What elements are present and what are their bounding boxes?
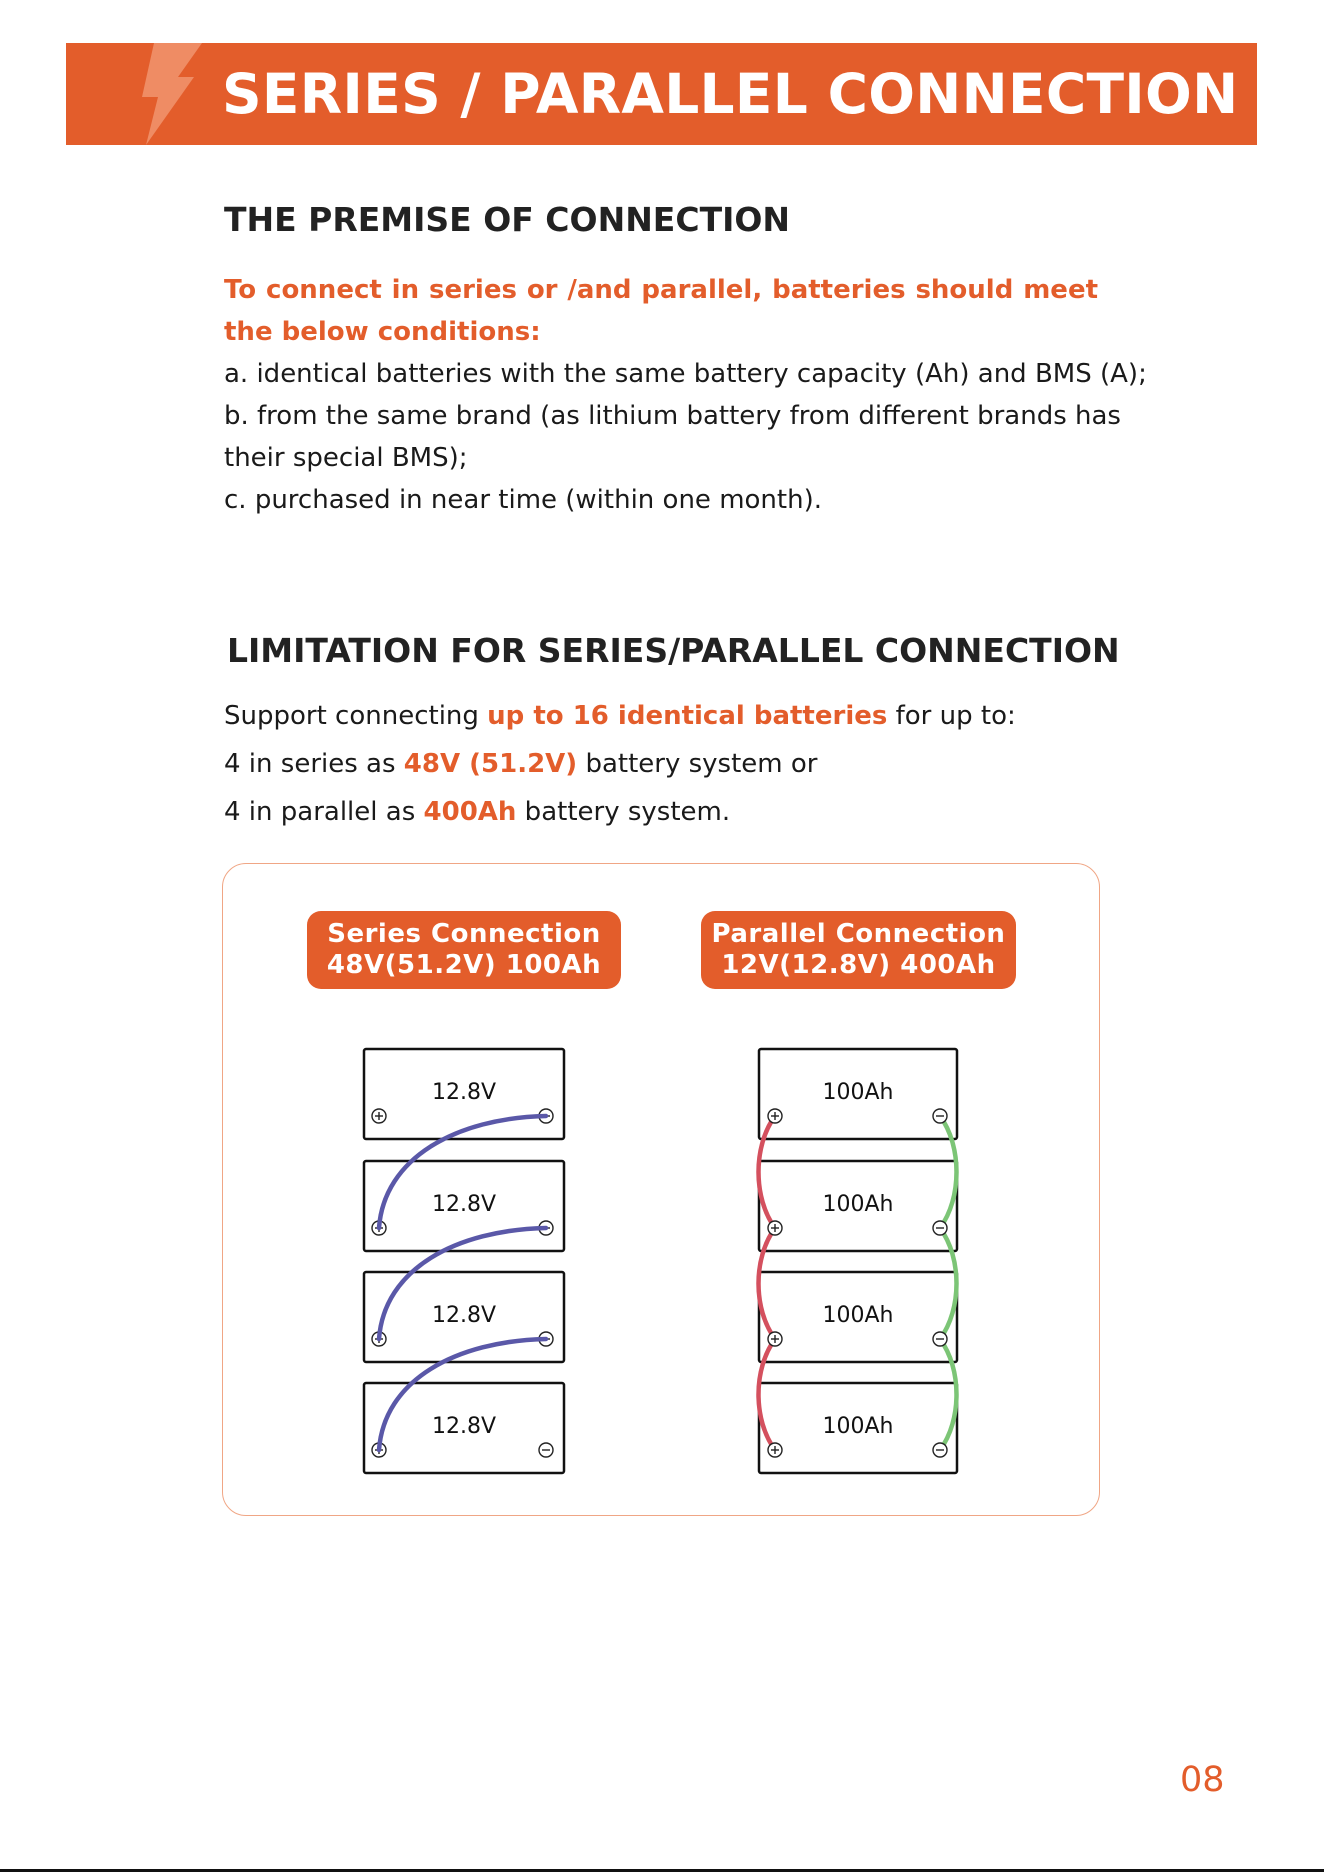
- premise-heading: THE PREMISE OF CONNECTION: [224, 200, 791, 239]
- battery-label: 100Ah: [822, 1192, 894, 1217]
- line-text: 4 in parallel as: [224, 797, 424, 827]
- series-title: Series Connection: [327, 919, 601, 949]
- condition-a: a. identical batteries with the same battery capacity (Ah) and BMS (A);: [224, 359, 1147, 389]
- condition-c: c. purchased in near time (within one month).: [224, 485, 822, 515]
- battery-label: 12.8V: [431, 1303, 497, 1328]
- parallel-spec: 12V(12.8V) 400Ah: [721, 950, 996, 980]
- line-text: Support connecting: [224, 701, 488, 731]
- limitation-heading: LIMITATION FOR SERIES/PARALLEL CONNECTION: [227, 631, 1120, 670]
- line-text: 4 in series as: [224, 749, 404, 779]
- battery-label: 100Ah: [822, 1414, 894, 1439]
- highlight-text: 400Ah: [423, 797, 517, 827]
- series-spec: 48V(51.2V) 100Ah: [326, 950, 602, 980]
- highlight-text: up to 16 identical batteries: [487, 701, 888, 731]
- battery-label: 100Ah: [822, 1303, 894, 1328]
- highlight-text: 48V (51.2V): [403, 749, 578, 779]
- battery-label: 12.8V: [431, 1192, 497, 1217]
- line-text: battery system.: [516, 797, 731, 827]
- line-text: for up to:: [887, 701, 1016, 731]
- page-number: 08: [1180, 1760, 1225, 1800]
- condition-b-cont: their special BMS);: [224, 443, 468, 473]
- premise-intro: To connect in series or /and parallel, batteries should meet the below conditions:: [224, 275, 1098, 347]
- page-title: SERIES / PARALLEL CONNECTION: [222, 62, 1239, 126]
- condition-b: b. from the same brand (as lithium battery from different brands has: [224, 401, 1121, 431]
- parallel-title: Parallel Connection: [711, 919, 1006, 949]
- battery-label: 12.8V: [431, 1080, 497, 1105]
- line-text: battery system or: [577, 749, 818, 779]
- battery-label: 100Ah: [822, 1080, 894, 1105]
- battery-label: 12.8V: [431, 1414, 497, 1439]
